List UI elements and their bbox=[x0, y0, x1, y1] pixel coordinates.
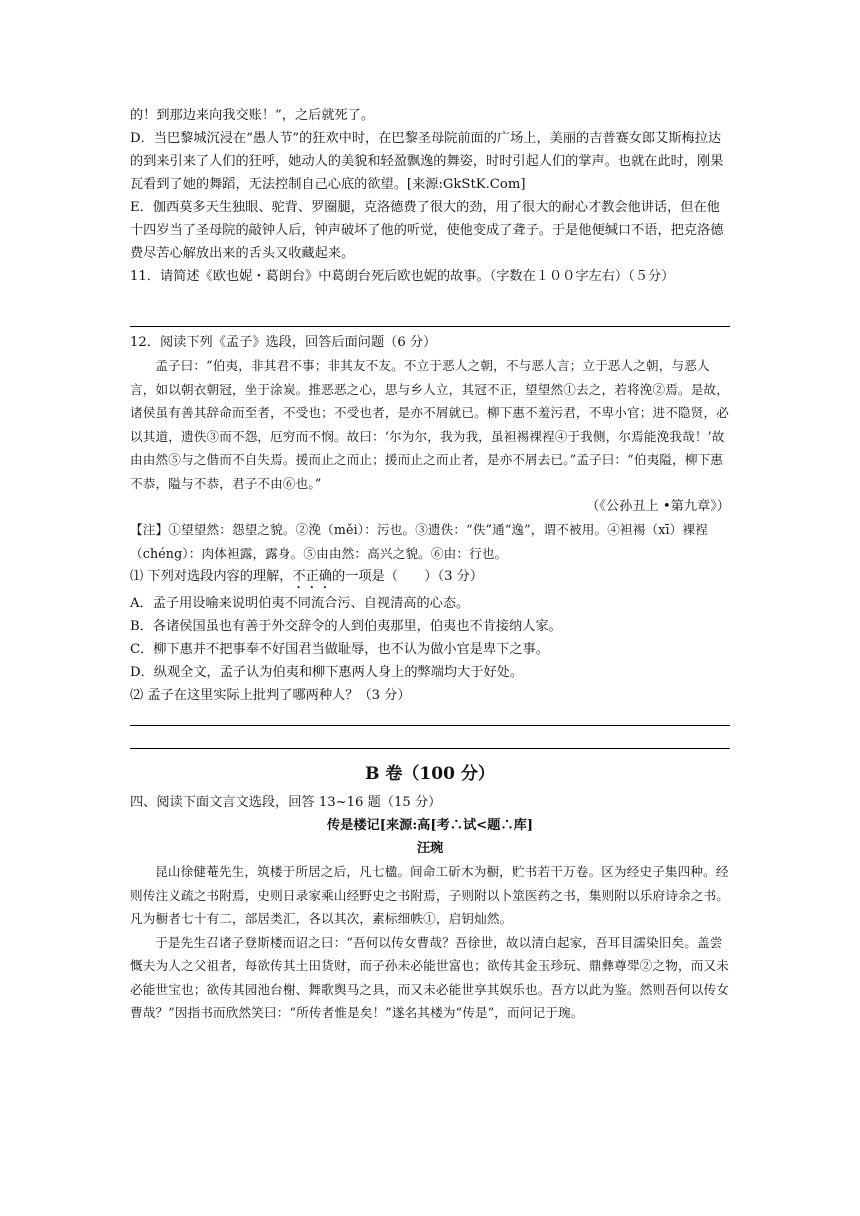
mencius-passage: 孟子曰：“伯夷，非其君不事；非其友不友。不立于恶人之朝，不与恶人言；立于恶人之朝，与恶人言，如以朝衣朝冠，坐于涂炭。推恶恶之心，思与乡人立，其冠不正，望望然①去之，若将浼②焉。是故，诸侯虽有善其辞命而至者，不受也；不受也者，是亦不屑就已。柳下惠不羞污君，不卑小官；进不隐贤，必以其道，遗佚③而不怨，厄穷而不悯。故曰：‘尔为尔，我为我，虽袒裼裸裎④于我侧，尔焉能浼我哉！’故由由然⑤与之偕而不自失焉。援而止之而止；援而止之而止者，是亦不屑去已。”孟子曰：“伯夷隘，柳下惠不恭，隘与不恭，君子不由⑥也。” bbox=[130, 358, 729, 491]
essay-paragraph-1: 昆山徐健菴先生，筑楼于所居之后，凡七楹。间命工斫木为橱，贮书若干万卷。区为经史子集四种。经则传注义疏之书附焉，史则日录家乘山经野史之书附焉，子则附以卜筮医药之书，集则附以乐府诗余之书。凡为橱者七十有二，部居类汇，各以其次，素标细帙①，启钥灿然。 bbox=[130, 864, 729, 926]
sub-question-2: ⑵ 孟子在这里实际上批判了哪两种人？（3 分） bbox=[130, 688, 411, 703]
section-4-heading: 四、阅读下面文言文选段，回答 13~16 题（15 分） bbox=[130, 795, 442, 810]
option-b: B．各诸侯国虽也有善于外交辞令的人到伯夷那里，伯夷也不肯接纳人家。 bbox=[130, 619, 562, 634]
question-12-heading: 12．阅读下列《孟子》选段，回答后面问题（6 分） bbox=[130, 335, 437, 350]
emphasis-not-correct: 不正确 bbox=[292, 569, 333, 584]
part-b-title: B 卷（100 分） bbox=[365, 764, 495, 784]
document-page bbox=[130, 104, 730, 1025]
option-a: A．孟子用设喻来说明伯夷不同流合污、自视清高的心态。 bbox=[130, 596, 470, 611]
option-d-12: D．纵观全文，孟子认为伯夷和柳下惠两人身上的弊端均大于好处。 bbox=[130, 665, 524, 680]
question-11: 11．请简述《欧也妮・葛朗台》中葛朗台死后欧也妮的故事。（字数在１００字左右）（５分） bbox=[130, 269, 675, 284]
essay-paragraph-2: 于是先生召诸子登斯楼而诏之曰：“吾何以传女曹哉？吾徐世，故以清白起家，吾耳目濡染旧矣。盖尝慨夫为人之父祖者，每欲传其土田货财，而子孙未必能世富也；欲传其金玉珍玩、鼎彝尊斝②之物，而又未必能世宝也；欲传其园池台榭、舞歌舆马之具，而又未必能世享其娱乐也。吾方以此为鉴。然则吾何以传女曹哉？”因指书而欣然笑曰：“所传者惟是矣！”遂名其楼为“传是”，而问记于琬。 bbox=[130, 934, 729, 1020]
passage-source: （《公孙丑上 •第九章》） bbox=[586, 499, 730, 514]
sub-question-1: ⑴ 下列对选段内容的理解，不正确的一项是（ ）（3 分） bbox=[130, 569, 484, 584]
essay-author: 汪琬 bbox=[416, 841, 444, 856]
essay-title: 传是楼记[来源:高[考∴试<题∴库] bbox=[326, 818, 534, 833]
option-d: D．当巴黎城沉浸在“愚人节”的狂欢中时，在巴黎圣母院前面的广场上，美丽的吉普赛女郎艾斯梅拉达的到来引来了人们的狂呼，她动人的美貌和轻盈飘逸的舞姿，时时引起人们的掌声。也就在此时，刚果瓦看到了她的舞蹈，无法控制自己心底的欲望。[来源:GkStK.Com] bbox=[130, 131, 724, 192]
option-e: E．伽西莫多天生独眼、驼背、罗圈腿，克洛德费了很大的劲，用了很大的耐心才教会他讲话，但在他十四岁当了圣母院的敲钟人后，钟声破坏了他的听觉，使他变成了聋子。于是他便缄口不语，把克洛德费尽苦心解放出来的舌头又收藏起来。 bbox=[130, 200, 724, 261]
passage-notes: 【注】①望望然：怨望之貌。②浼（měi）：污也。③遗佚：“佚”通“逸”，谓不被用。④袒裼（xī）裸裎（chéng）：肉体袒露，露身。⑤由由然：高兴之貌。⑥由：行也。 bbox=[130, 522, 708, 561]
option-c: C．柳下惠并不把事奉不好国君当做耻辱，也不认为做小官是卑下之事。 bbox=[130, 642, 549, 657]
intro-line: 的！到那边来向我交账！”，之后就死了。 bbox=[130, 108, 375, 123]
